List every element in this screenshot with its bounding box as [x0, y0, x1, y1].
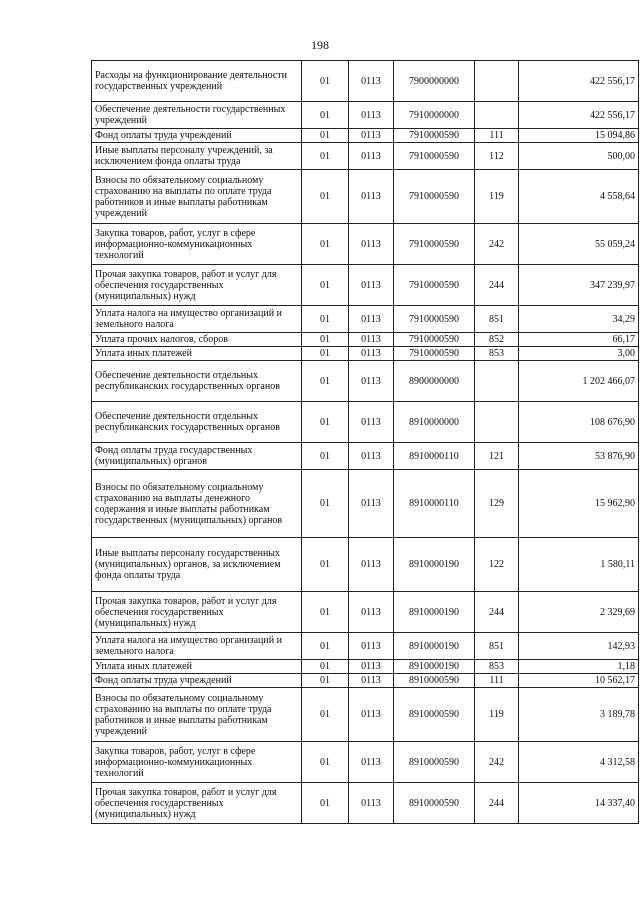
row-amount: 142,93	[519, 633, 639, 660]
row-expense-type: 244	[475, 265, 519, 306]
row-target-code: 7910000590	[394, 224, 475, 265]
row-subsection: 0113	[349, 224, 394, 265]
row-expense-type: 244	[475, 783, 519, 824]
row-name: Фонд оплаты труда государственных (муниципальных) органов	[92, 443, 302, 470]
row-subsection: 0113	[349, 143, 394, 170]
table-row	[92, 143, 639, 170]
budget-table-body	[92, 61, 639, 824]
table-row	[92, 402, 639, 443]
row-section: 01	[302, 306, 349, 333]
row-amount: 15 094,86	[519, 129, 639, 143]
row-subsection: 0113	[349, 660, 394, 674]
row-amount: 1 580,11	[519, 538, 639, 592]
row-expense-type: 851	[475, 306, 519, 333]
row-name: Взносы по обязательному социальному страхованию на выплаты денежного содержания и иные выплаты работникам государственных (муниципальных) органов	[92, 470, 302, 538]
row-expense-type: 119	[475, 688, 519, 742]
row-amount: 1,18	[519, 660, 639, 674]
row-target-code: 8910000590	[394, 783, 475, 824]
row-name: Закупка товаров, работ, услуг в сфере информационно-коммуникационных технологий	[92, 742, 302, 783]
row-subsection: 0113	[349, 333, 394, 347]
row-amount: 1 202 466,07	[519, 361, 639, 402]
row-subsection: 0113	[349, 633, 394, 660]
row-section: 01	[302, 633, 349, 660]
table-row	[92, 688, 639, 742]
row-section: 01	[302, 224, 349, 265]
row-target-code: 7910000590	[394, 306, 475, 333]
row-subsection: 0113	[349, 402, 394, 443]
table-row	[92, 660, 639, 674]
row-amount: 53 876,90	[519, 443, 639, 470]
row-name: Фонд оплаты труда учреждений	[92, 129, 302, 143]
row-section: 01	[302, 674, 349, 688]
table-row	[92, 102, 639, 129]
row-subsection: 0113	[349, 361, 394, 402]
row-amount: 3,00	[519, 347, 639, 361]
row-subsection: 0113	[349, 170, 394, 224]
row-target-code: 8910000190	[394, 633, 475, 660]
row-section: 01	[302, 361, 349, 402]
row-subsection: 0113	[349, 592, 394, 633]
row-section: 01	[302, 347, 349, 361]
row-target-code: 8910000000	[394, 402, 475, 443]
row-expense-type	[475, 102, 519, 129]
table-row	[92, 306, 639, 333]
row-target-code: 7910000590	[394, 143, 475, 170]
row-section: 01	[302, 402, 349, 443]
row-name: Уплата иных платежей	[92, 347, 302, 361]
row-name: Прочая закупка товаров, работ и услуг для обеспечения государственных (муниципальных) нужд	[92, 592, 302, 633]
row-amount: 2 329,69	[519, 592, 639, 633]
row-expense-type: 242	[475, 742, 519, 783]
row-subsection: 0113	[349, 688, 394, 742]
row-amount: 108 676,90	[519, 402, 639, 443]
row-amount: 55 059,24	[519, 224, 639, 265]
row-amount: 347 239,97	[519, 265, 639, 306]
row-subsection: 0113	[349, 742, 394, 783]
row-subsection: 0113	[349, 61, 394, 102]
row-target-code: 7910000590	[394, 129, 475, 143]
row-amount: 66,17	[519, 333, 639, 347]
row-amount: 14 337,40	[519, 783, 639, 824]
row-expense-type: 853	[475, 347, 519, 361]
table-row	[92, 347, 639, 361]
row-name: Фонд оплаты труда учреждений	[92, 674, 302, 688]
row-expense-type: 119	[475, 170, 519, 224]
table-row	[92, 170, 639, 224]
row-name: Расходы на функционирование деятельности государственных учреждений	[92, 61, 302, 102]
row-subsection: 0113	[349, 265, 394, 306]
table-row	[92, 265, 639, 306]
row-target-code: 8910000590	[394, 688, 475, 742]
row-expense-type: 853	[475, 660, 519, 674]
row-amount: 34,29	[519, 306, 639, 333]
row-name: Иные выплаты персоналу государственных (муниципальных) органов, за исключением фонда оплаты труда	[92, 538, 302, 592]
row-subsection: 0113	[349, 347, 394, 361]
row-expense-type	[475, 361, 519, 402]
row-section: 01	[302, 129, 349, 143]
table-row	[92, 633, 639, 660]
row-name: Иные выплаты персоналу учреждений, за исключением фонда оплаты труда	[92, 143, 302, 170]
row-amount: 500,00	[519, 143, 639, 170]
row-amount: 4 558,64	[519, 170, 639, 224]
row-section: 01	[302, 783, 349, 824]
row-target-code: 8910000190	[394, 660, 475, 674]
budget-table	[91, 60, 639, 824]
row-amount: 10 562,17	[519, 674, 639, 688]
row-name: Обеспечение деятельности государственных учреждений	[92, 102, 302, 129]
row-name: Взносы по обязательному социальному страхованию на выплаты по оплате труда работников и иные выплаты работникам учреждений	[92, 170, 302, 224]
row-expense-type: 242	[475, 224, 519, 265]
row-section: 01	[302, 143, 349, 170]
table-row	[92, 783, 639, 824]
row-name: Уплата иных платежей	[92, 660, 302, 674]
row-name: Взносы по обязательному социальному страхованию на выплаты по оплате труда работников и иные выплаты работникам учреждений	[92, 688, 302, 742]
row-amount: 422 556,17	[519, 102, 639, 129]
row-section: 01	[302, 660, 349, 674]
row-section: 01	[302, 265, 349, 306]
row-subsection: 0113	[349, 783, 394, 824]
page-number: 198	[311, 38, 329, 52]
row-name: Обеспечение деятельности отдельных республиканских государственных органов	[92, 402, 302, 443]
row-expense-type: 129	[475, 470, 519, 538]
table-row	[92, 538, 639, 592]
row-expense-type: 121	[475, 443, 519, 470]
row-section: 01	[302, 688, 349, 742]
row-expense-type	[475, 402, 519, 443]
row-subsection: 0113	[349, 443, 394, 470]
row-expense-type: 111	[475, 129, 519, 143]
row-subsection: 0113	[349, 470, 394, 538]
row-name: Закупка товаров, работ, услуг в сфере информационно-коммуникационных технологий	[92, 224, 302, 265]
row-subsection: 0113	[349, 674, 394, 688]
row-subsection: 0113	[349, 306, 394, 333]
row-target-code: 7910000000	[394, 102, 475, 129]
row-amount: 422 556,17	[519, 61, 639, 102]
row-subsection: 0113	[349, 538, 394, 592]
table-row	[92, 224, 639, 265]
row-section: 01	[302, 592, 349, 633]
table-row	[92, 674, 639, 688]
row-target-code: 8910000110	[394, 470, 475, 538]
table-row	[92, 470, 639, 538]
row-target-code: 8910000190	[394, 592, 475, 633]
row-section: 01	[302, 742, 349, 783]
row-expense-type: 244	[475, 592, 519, 633]
row-target-code: 7910000590	[394, 347, 475, 361]
row-expense-type: 851	[475, 633, 519, 660]
table-row	[92, 361, 639, 402]
row-target-code: 8910000590	[394, 742, 475, 783]
row-expense-type: 122	[475, 538, 519, 592]
row-expense-type: 111	[475, 674, 519, 688]
row-target-code: 8910000190	[394, 538, 475, 592]
row-name: Уплата прочих налогов, сборов	[92, 333, 302, 347]
table-row	[92, 742, 639, 783]
row-name: Уплата налога на имущество организаций и земельного налога	[92, 306, 302, 333]
row-section: 01	[302, 333, 349, 347]
row-section: 01	[302, 170, 349, 224]
row-section: 01	[302, 61, 349, 102]
row-expense-type	[475, 61, 519, 102]
table-row	[92, 333, 639, 347]
row-name: Прочая закупка товаров, работ и услуг для обеспечения государственных (муниципальных) нужд	[92, 265, 302, 306]
row-target-code: 8900000000	[394, 361, 475, 402]
row-amount: 15 962,90	[519, 470, 639, 538]
row-section: 01	[302, 443, 349, 470]
row-name: Обеспечение деятельности отдельных республиканских государственных органов	[92, 361, 302, 402]
row-target-code: 8910000590	[394, 674, 475, 688]
row-amount: 4 312,58	[519, 742, 639, 783]
row-target-code: 7910000590	[394, 333, 475, 347]
row-expense-type: 852	[475, 333, 519, 347]
table-row	[92, 129, 639, 143]
row-subsection: 0113	[349, 102, 394, 129]
table-row	[92, 61, 639, 102]
row-section: 01	[302, 102, 349, 129]
row-name: Прочая закупка товаров, работ и услуг для обеспечения государственных (муниципальных) нужд	[92, 783, 302, 824]
row-name: Уплата налога на имущество организаций и земельного налога	[92, 633, 302, 660]
table-row	[92, 443, 639, 470]
table-row	[92, 592, 639, 633]
row-target-code: 7910000590	[394, 170, 475, 224]
row-section: 01	[302, 470, 349, 538]
row-amount: 3 189,78	[519, 688, 639, 742]
row-section: 01	[302, 538, 349, 592]
row-subsection: 0113	[349, 129, 394, 143]
row-target-code: 7910000590	[394, 265, 475, 306]
row-expense-type: 112	[475, 143, 519, 170]
row-target-code: 7900000000	[394, 61, 475, 102]
row-target-code: 8910000110	[394, 443, 475, 470]
